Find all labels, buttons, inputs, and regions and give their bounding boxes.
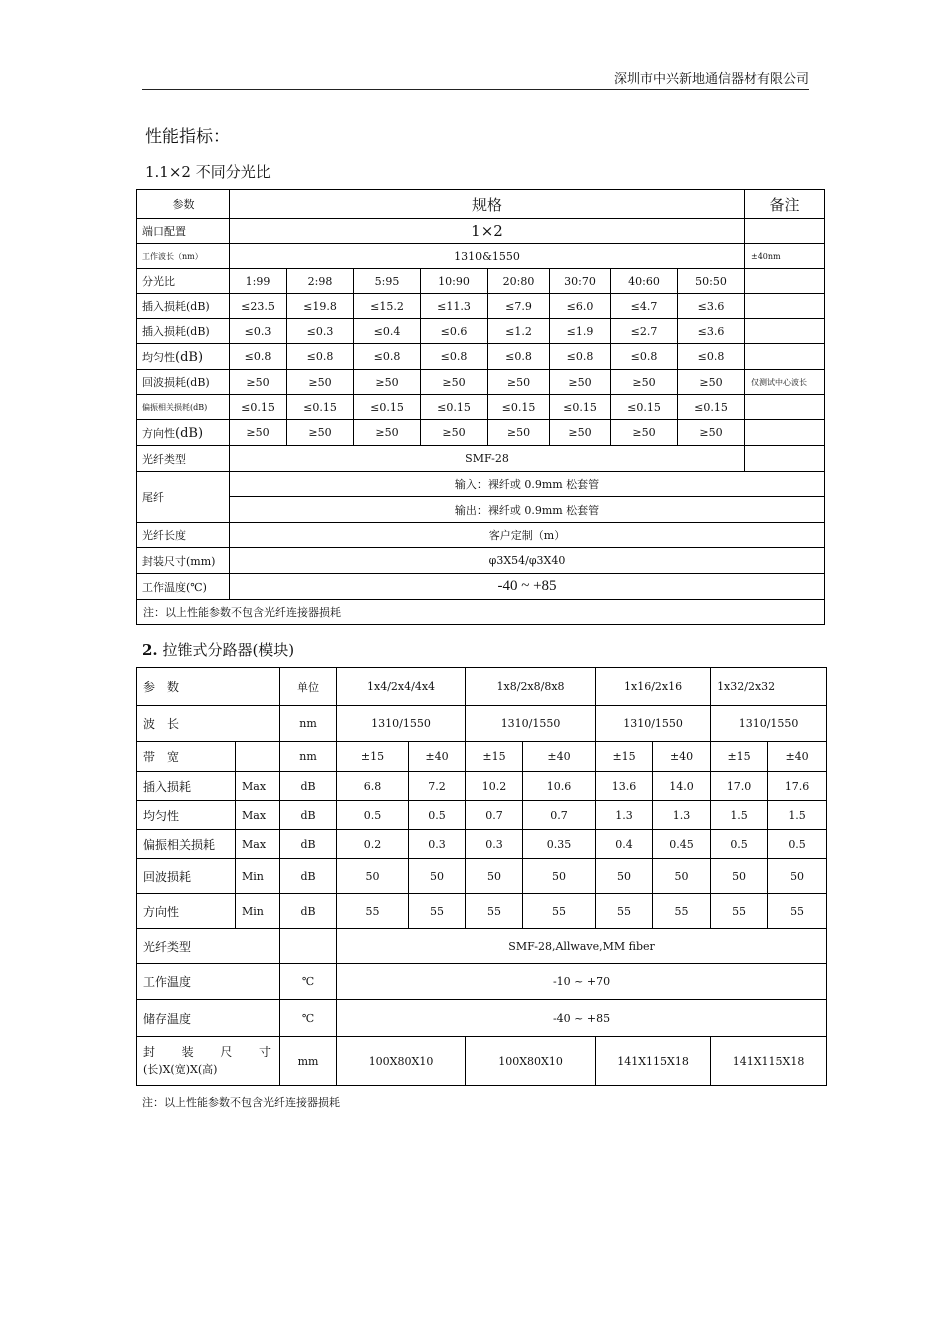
return-loss-row: [137, 370, 825, 395]
uni-cell: ≤0.8: [354, 344, 421, 370]
il2-cell: ≤3.6: [678, 319, 745, 344]
dir-cell: ≥50: [421, 420, 488, 446]
bandwidth-unit: nm: [280, 742, 337, 772]
pigtail-label: 尾纤: [137, 472, 230, 523]
bandwidth-cell: ±15: [596, 742, 653, 772]
bandwidth-cell: ±40: [409, 742, 466, 772]
table-row: 回波损耗 Min dB 50 50 50 50 50 50 50 50: [137, 859, 827, 894]
il2-cell: ≤0.6: [421, 319, 488, 344]
ratio-row: [137, 269, 825, 294]
rl-remark: 仅测试中心波长: [745, 370, 825, 395]
table-row: 均匀性 Max dB 0.5 0.5 0.7 0.7 1.3 1.3 1.5 1.5: [137, 801, 827, 830]
package-size-label: 封装尺寸(mm): [137, 548, 230, 574]
fiber-length-label: 光纤长度: [137, 523, 230, 548]
pdl-cell: ≤0.15: [421, 395, 488, 420]
il2-label: 插入损耗(dB): [137, 319, 230, 344]
pigtail-output: 输出：裸纤或 0.9mm 松套管: [230, 497, 825, 523]
il2-cell: ≤1.9: [550, 319, 611, 344]
package-size-value: φ3X54/φ3X40: [230, 548, 825, 574]
op-temp-value: -40 ~ +85: [230, 574, 825, 600]
pdl-cell: ≤0.15: [678, 395, 745, 420]
storage-temp-unit: ℃: [280, 1000, 337, 1037]
uni-cell: ≤0.8: [421, 344, 488, 370]
bandwidth-cell: ±40: [523, 742, 596, 772]
storage-temp-label: 储存温度: [137, 1000, 280, 1037]
splitter-ratio-table: [136, 189, 825, 625]
unit-header: 单位: [280, 668, 337, 706]
il1-cell: ≤3.6: [678, 294, 745, 319]
il1-cell: ≤6.0: [550, 294, 611, 319]
pigtail-input: 输入：裸纤或 0.9mm 松套管: [230, 472, 825, 497]
op-temp-label: 工作温度(℃): [137, 574, 230, 600]
il1-cell: ≤19.8: [287, 294, 354, 319]
group-header: 1x16/2x16: [596, 668, 711, 706]
fiber-type-label: 光纤类型: [137, 446, 230, 472]
pdl-cell: ≤0.15: [611, 395, 678, 420]
rl-cell: ≥50: [550, 370, 611, 395]
package-size-value: 100X80X10: [466, 1037, 596, 1086]
bandwidth-row: [137, 742, 827, 772]
rl-cell: ≥50: [421, 370, 488, 395]
dir-cell: ≥50: [287, 420, 354, 446]
uni-cell: ≤0.8: [488, 344, 550, 370]
directivity-row: [137, 420, 825, 446]
il1-cell: ≤15.2: [354, 294, 421, 319]
op-temp-unit: ℃: [280, 964, 337, 1000]
rl-cell: ≥50: [611, 370, 678, 395]
page-title: 性能指标：: [145, 127, 230, 147]
il1-cell: ≤23.5: [230, 294, 287, 319]
bandwidth-cell: ±15: [711, 742, 768, 772]
section2-title: 拉锥式分路器(模块): [162, 641, 295, 659]
pdl-cell: ≤0.15: [287, 395, 354, 420]
rl-cell: ≥50: [287, 370, 354, 395]
section1-heading: 1.1×2 不同分光比: [145, 163, 271, 181]
wavelength-value: 1310/1550: [596, 706, 711, 742]
wavelength-label: 工作波长（nm）: [137, 244, 230, 269]
il2-cell: ≤0.4: [354, 319, 421, 344]
dir-cell: ≥50: [611, 420, 678, 446]
port-value: 1×2: [230, 219, 745, 244]
header-param: 参数: [137, 190, 230, 219]
wavelength-value: 1310/1550: [466, 706, 596, 742]
section2-note: 注：以上性能参数不包含光纤连接器损耗: [142, 1096, 340, 1109]
rl-cell: ≥50: [230, 370, 287, 395]
directivity-label: 方向性(dB): [137, 420, 230, 446]
header-spec: 规格: [230, 190, 745, 219]
fiber-type-label: 光纤类型: [137, 929, 280, 964]
bandwidth-cell: ±40: [653, 742, 711, 772]
fiber-type-value: SMF-28: [230, 446, 745, 472]
fiber-length-value: 客户定制（m）: [230, 523, 825, 548]
group-header: 1x8/2x8/8x8: [466, 668, 596, 706]
taper-splitter-table: [136, 667, 827, 1086]
section1-note: 注：以上性能参数不包含光纤连接器损耗: [137, 600, 825, 625]
rl-cell: ≥50: [488, 370, 550, 395]
ratio-label: 分光比: [137, 269, 230, 294]
pdl-cell: ≤0.15: [354, 395, 421, 420]
uni-cell: ≤0.8: [230, 344, 287, 370]
dir-cell: ≥50: [354, 420, 421, 446]
wavelength-value: 1310&1550: [230, 244, 745, 269]
pdl-cell: ≤0.15: [488, 395, 550, 420]
wavelength-value: 1310/1550: [711, 706, 827, 742]
il2-cell: ≤1.2: [488, 319, 550, 344]
uni-cell: ≤0.8: [678, 344, 745, 370]
bandwidth-cell: ±15: [337, 742, 409, 772]
dir-cell: ≥50: [230, 420, 287, 446]
rl-cell: ≥50: [354, 370, 421, 395]
uni-cell: ≤0.8: [287, 344, 354, 370]
il1-label: 插入损耗(dB): [137, 294, 230, 319]
bandwidth-cell: ±15: [466, 742, 523, 772]
package-size-value: 141X115X18: [711, 1037, 827, 1086]
pdl-row: [137, 395, 825, 420]
company-name: 深圳市中兴新地通信器材有限公司: [613, 72, 809, 87]
package-size-value: 141X115X18: [596, 1037, 711, 1086]
il1-cell: ≤11.3: [421, 294, 488, 319]
ratio-cell: 1:99: [230, 269, 287, 294]
uni-cell: ≤0.8: [611, 344, 678, 370]
dir-cell: ≥50: [488, 420, 550, 446]
pdl-cell: ≤0.15: [550, 395, 611, 420]
pdl-label: 偏振相关损耗(dB): [137, 395, 230, 420]
section2-heading: [142, 639, 294, 660]
bandwidth-label: 带 宽: [137, 742, 236, 772]
uniformity-label: 均匀性(dB): [137, 344, 230, 370]
bandwidth-cell: ±40: [768, 742, 827, 772]
insertion-loss-row: [137, 294, 825, 319]
insertion-loss-row-2: [137, 319, 825, 344]
uni-cell: ≤0.8: [550, 344, 611, 370]
wavelength-value: 1310/1550: [337, 706, 466, 742]
ratio-cell: 30:70: [550, 269, 611, 294]
rl-label: 回波损耗(dB): [137, 370, 230, 395]
il2-cell: ≤2.7: [611, 319, 678, 344]
il1-cell: ≤4.7: [611, 294, 678, 319]
port-remark: [745, 219, 825, 244]
header-remark: 备注: [745, 190, 825, 219]
page-header: [142, 71, 809, 90]
section2-number: 2.: [142, 641, 158, 659]
package-size-value: 100X80X10: [337, 1037, 466, 1086]
fiber-type-value: SMF-28,Allwave,MM fiber: [337, 929, 827, 964]
uniformity-row: [137, 344, 825, 370]
pdl-cell: ≤0.15: [230, 395, 287, 420]
ratio-cell: 20:80: [488, 269, 550, 294]
group-header: 1x4/2x4/4x4: [337, 668, 466, 706]
port-label: 端口配置: [137, 219, 230, 244]
wavelength-unit: nm: [280, 706, 337, 742]
op-temp-label: 工作温度: [137, 964, 280, 1000]
op-temp-value: -10 ~ +70: [337, 964, 827, 1000]
package-size-label: 封 装 尺 寸 (长)X(宽)X(高): [137, 1037, 280, 1086]
table-row: 方向性 Min dB 55 55 55 55 55 55 55 55: [137, 894, 827, 929]
storage-temp-value: -40 ~ +85: [337, 1000, 827, 1037]
wavelength-remark: ±40nm: [745, 244, 825, 269]
table-row: 偏振相关损耗 Max dB 0.2 0.3 0.3 0.35 0.4 0.45 0.5 0.5: [137, 830, 827, 859]
ratio-cell: 5:95: [354, 269, 421, 294]
ratio-cell: 10:90: [421, 269, 488, 294]
package-size-unit: mm: [280, 1037, 337, 1086]
dir-cell: ≥50: [678, 420, 745, 446]
ratio-cell: 50:50: [678, 269, 745, 294]
il2-cell: ≤0.3: [230, 319, 287, 344]
group-header: 1x32/2x32: [711, 668, 827, 706]
rl-cell: ≥50: [678, 370, 745, 395]
ratio-cell: 40:60: [611, 269, 678, 294]
param-header: 参 数: [137, 668, 280, 706]
ratio-cell: 2:98: [287, 269, 354, 294]
il1-cell: ≤7.9: [488, 294, 550, 319]
wavelength-label: 波 长: [137, 706, 280, 742]
table-row: 插入损耗 Max dB 6.8 7.2 10.2 10.6 13.6 14.0 17.0 17.6: [137, 772, 827, 801]
dir-cell: ≥50: [550, 420, 611, 446]
il2-cell: ≤0.3: [287, 319, 354, 344]
